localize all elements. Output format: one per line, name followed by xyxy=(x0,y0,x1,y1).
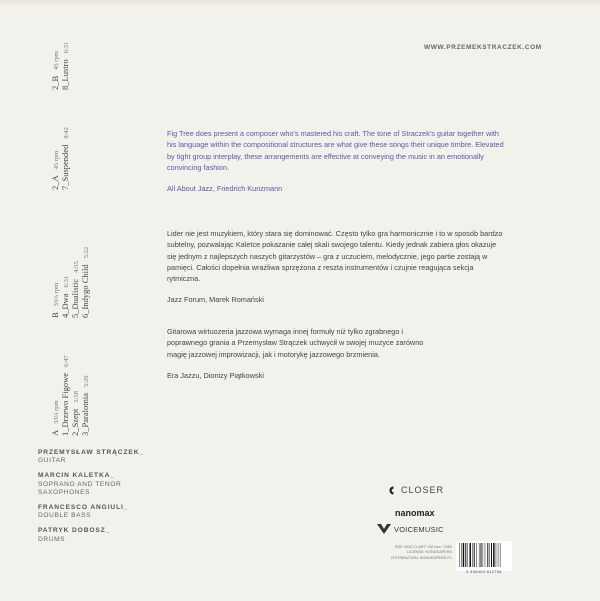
barcode-bar xyxy=(496,543,497,567)
barcode-bar xyxy=(479,543,480,567)
musician-role: SOPRANO AND TENOR SAXOPHONES xyxy=(38,480,122,496)
track-list-item xyxy=(60,121,70,190)
track-duration: 5:22 xyxy=(83,246,90,259)
barcode-number: 5 906409 812758 xyxy=(466,570,502,574)
side-b-column xyxy=(50,277,60,318)
review-polish-jazz-forum xyxy=(167,228,507,306)
credit-entry xyxy=(38,449,148,465)
review-polish-era-jazzu xyxy=(167,326,427,381)
review-english xyxy=(167,128,507,194)
musician-name: PRZEMYSŁAW STRĄCZEK_ xyxy=(38,449,144,456)
track-duration: 5:29 xyxy=(83,375,90,388)
barcode xyxy=(456,541,512,571)
legal-info xyxy=(372,545,452,561)
track-list-item xyxy=(70,385,80,436)
legal-line: DISTRIBUTION: NONDEAPERE.PL xyxy=(390,555,452,560)
top-edge-shadow xyxy=(0,0,600,6)
barcode-bar xyxy=(493,543,495,567)
track-list-item xyxy=(60,270,70,318)
track-title: 7_Suspended xyxy=(60,144,70,190)
barcode-bar xyxy=(498,543,499,567)
voicemusic-wordmark: VOICEMUSIC xyxy=(394,524,444,534)
voicemusic-logo xyxy=(377,524,444,534)
track-duration: 6:31 xyxy=(63,275,70,288)
review-text: Lider nie jest muzykiem, który stara się dominować. Często tylko gra harmonicznie i to w sposób bardzo subtelny, pozwalając Kaletce pokazanie całej skali swojego talentu. Kiedy jednak zabiera głos okazuje się jednym z najlepszych naszych gitarzystów – gra z uczuciem, melodycznie, jego partie zostają w pamięci. Całości dopełnia wrażliwa sprzężona z reszta instrumentów i czujnie reagująca sekcja rytmiczna. xyxy=(167,229,503,284)
review-source: All About Jazz, Friedrich Kunzmann xyxy=(167,184,283,194)
musician-role: DRUMS xyxy=(38,535,66,543)
nanomax-logo xyxy=(395,508,435,518)
side-label: A xyxy=(50,429,60,436)
review-text: Fig Tree does present a composer who's mastered his craft. The tone of Straczek's guitar together with his language within the compositional structures are what give these songs their unique timbre. Elevated by tight group interplay, these arrangements are effective at conveying the music in an emotionally convincing fashion. xyxy=(167,129,504,172)
side-label: 2_B xyxy=(50,75,60,90)
track-duration: 6:47 xyxy=(63,355,70,367)
track-list-item xyxy=(60,349,70,436)
track-list-item xyxy=(70,255,80,318)
barcode-bar xyxy=(487,543,488,567)
credits xyxy=(38,449,148,551)
closer-wordmark: CLOSER xyxy=(401,485,445,495)
barcode-bars xyxy=(456,541,512,569)
track-title: 1_Drzewo Figowe xyxy=(60,372,70,436)
side-2b-column xyxy=(50,45,60,90)
rpm: 33⅓ rpm xyxy=(53,282,60,307)
side-2a-column xyxy=(50,145,60,190)
side-a-column xyxy=(50,394,60,436)
track-title: 3_Paralotnia xyxy=(80,393,90,436)
track-list-item xyxy=(60,36,70,90)
barcode-bar xyxy=(483,543,484,567)
rpm: 45 rpm xyxy=(53,150,60,170)
website-url[interactable]: WWW.PRZEMEKSTRACZEK.COM xyxy=(424,44,542,51)
musician-name: FRANCESCO ANGIULI_ xyxy=(38,504,129,512)
barcode-bar xyxy=(476,543,477,567)
barcode-bar xyxy=(485,543,486,567)
musician-role: GUITAR xyxy=(38,457,67,465)
track-duration: 8:42 xyxy=(63,127,70,139)
track-duration: 6:31 xyxy=(63,41,70,54)
track-list-item xyxy=(80,241,90,318)
barcode-bar xyxy=(459,543,460,567)
track-title: 4_Dwa xyxy=(60,293,70,318)
rpm: 33⅓ rpm xyxy=(53,400,60,424)
musician-name: MARCIN KALETKA_ xyxy=(38,472,115,480)
barcode-bar xyxy=(465,543,466,567)
barcode-bar xyxy=(474,543,475,567)
review-source: Jazz Forum, Marek Romański xyxy=(167,295,264,305)
barcode-bar xyxy=(463,543,465,567)
barcode-bar xyxy=(461,543,462,567)
barcode-bar xyxy=(470,543,472,567)
track-list-item xyxy=(80,369,90,436)
credit-entry xyxy=(38,504,148,520)
barcode-bar xyxy=(489,543,490,567)
barcode-bar xyxy=(491,543,492,567)
credit-entry xyxy=(38,472,148,497)
track-title: 8_Lustro xyxy=(60,59,70,90)
barcode-bar xyxy=(500,543,501,567)
review-text: Gitarowa wirtuozeria jazzowa wymaga innej formuły niż tylko zgrabnego i poprawnego grania a Przemysław Strączek uchwycił w swojej muzyce zarówno magię jazzowej improwizacji, jak i motorykę jazzowego brzmienia. xyxy=(167,327,424,359)
track-duration: 3:58 xyxy=(73,391,80,403)
musician-role: DOUBLE BASS xyxy=(38,512,92,520)
rpm: 45 rpm xyxy=(53,51,60,70)
credit-entry xyxy=(38,527,148,543)
barcode-bar xyxy=(481,543,482,567)
legal-line: LICENSE: NONDEAPERE xyxy=(407,550,452,555)
voicemusic-mark-icon xyxy=(377,524,391,534)
review-source: Era Jazzu, Dionizy Piątkowski xyxy=(167,370,264,380)
track-title: 5_Dualistic xyxy=(70,278,80,318)
tracklist xyxy=(38,28,114,436)
track-title: 2_Szept xyxy=(70,408,80,436)
closer-logo xyxy=(389,485,444,495)
side-label: 2_A xyxy=(50,175,60,190)
legal-line: RSE 2020 CLART. VM num. 2483 xyxy=(394,545,452,549)
musician-name: PATRYK DOBOSZ_ xyxy=(38,527,111,535)
track-duration: 4:55 xyxy=(73,261,80,273)
side-label: B xyxy=(50,312,60,318)
track-title: 6_Indygo Child xyxy=(80,264,90,318)
barcode-bar xyxy=(472,543,473,567)
closer-mark-icon xyxy=(389,486,398,495)
nanomax-wordmark: nanomax xyxy=(395,508,435,518)
barcode-bar xyxy=(467,543,468,567)
